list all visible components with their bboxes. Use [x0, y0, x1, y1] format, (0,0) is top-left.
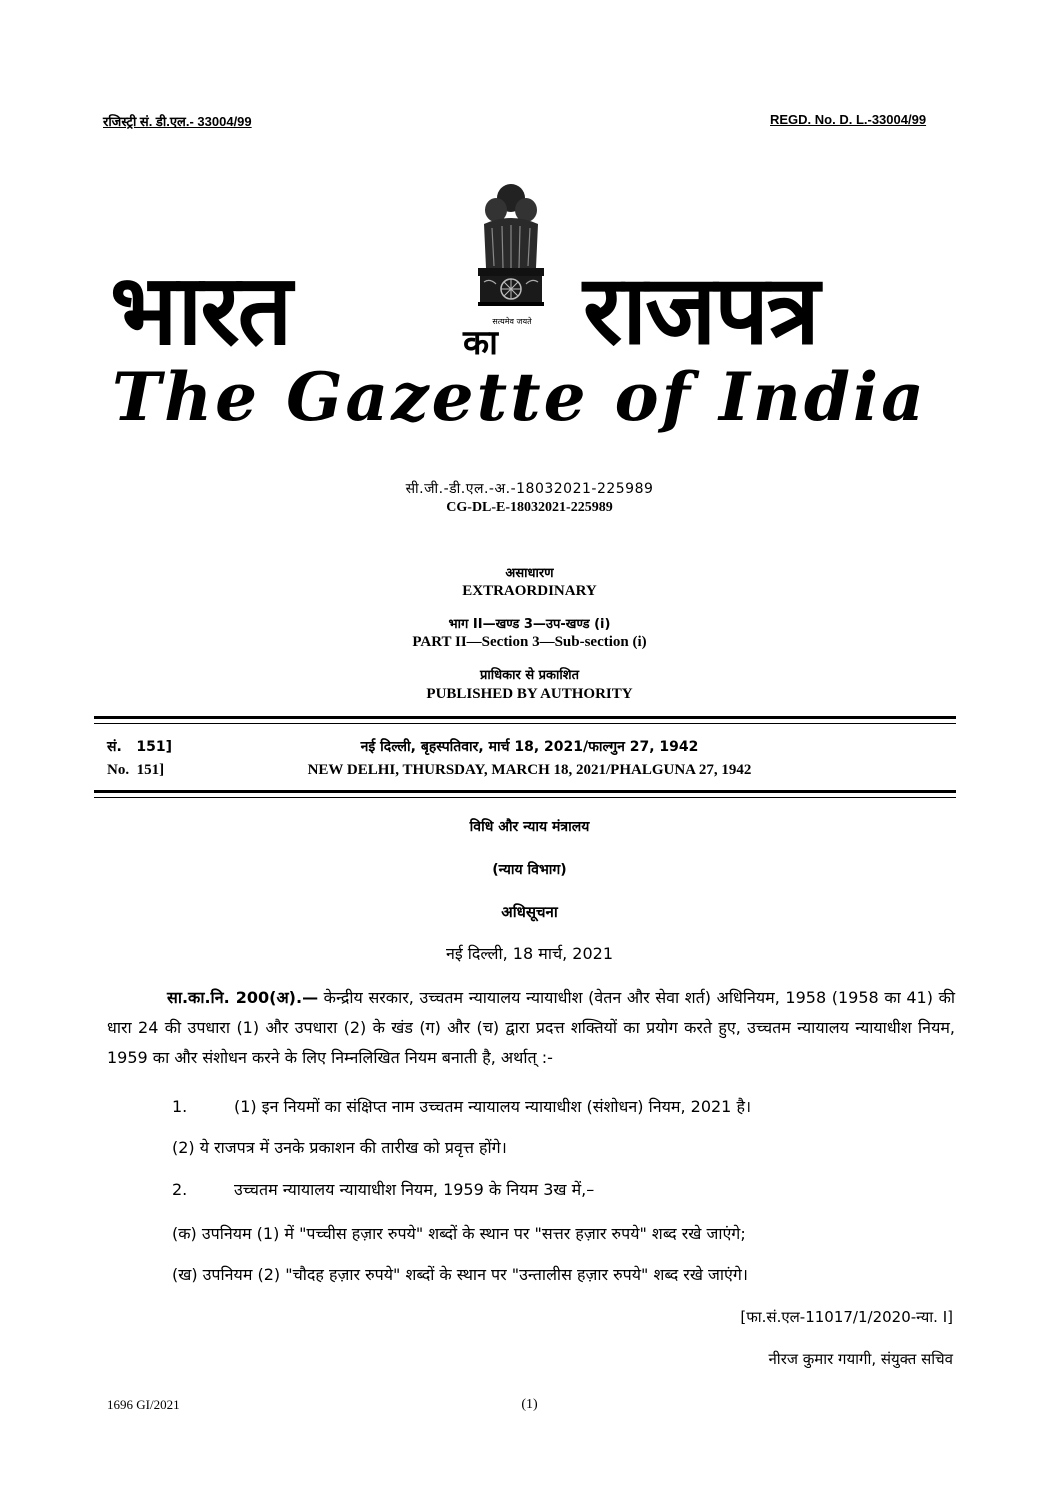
masthead-hindi-ka: का: [463, 323, 498, 363]
rule-1-subrule-2: (2) ये राजपत्र में उनके प्रकाशन की तारीख को प्रवृत्त होंगे।: [172, 1138, 507, 1157]
published-by-authority-english: PUBLISHED BY AUTHORITY: [426, 686, 633, 702]
place-and-date: नई दिल्ली, 18 मार्च, 2021: [445, 944, 614, 963]
divider-bottom-thin: [94, 797, 956, 798]
rule-1-text: (1) इन नियमों का संक्षिप्त नाम उच्चतम न्यायालय न्यायाधीश (संशोधन) नियम, 2021 है।: [234, 1097, 752, 1116]
gazette-code-english: CG-DL-E-18032021-225989: [446, 500, 613, 515]
preamble-text: केन्द्रीय सरकार, उच्चतम न्यायालय न्यायाधीश (वेतन और सेवा शर्त) अधिनियम, 1958 (1958 का 41) की धारा 24 की उपधारा (1) और उपधारा (2) के खंड (ग) और (च) द्वारा प्रदत्त शक्तियों का प्रयोग करते हुए, उच्चतम न्यायालय न्यायाधीश नियम, 1959 का और संशोधन करने के लिए निम्नलिखित नियम बनाती है, अर्थात् :-: [107, 988, 955, 1067]
clause-ka: (क) उपनियम (1) में "पच्चीस हज़ार रुपये" शब्दों के स्थान पर "सत्तर हज़ार रुपये" शब्द रखे जाएंगे;: [172, 1224, 746, 1243]
masthead-english: The Gazette of India: [112, 358, 927, 436]
registration-number-hindi: रजिस्ट्री सं. डी.एल.- 33004/99: [103, 114, 252, 129]
rule-2-text: उच्चतम न्यायालय न्यायाधीश नियम, 1959 के नियम 3ख में,–: [234, 1180, 595, 1199]
rule-1: [172, 1095, 751, 1117]
department-name: (न्याय विभाग): [492, 862, 567, 878]
clause-kha: (ख) उपनियम (2) "चौदह हज़ार रुपये" शब्दों के स्थान पर "उन्तालीस हज़ार रुपये" शब्द रखे जाएंगे।: [172, 1265, 748, 1284]
gsr-number: सा.का.नि. 200(अ).—: [167, 988, 319, 1007]
notification-title: अधिसूचना: [501, 903, 558, 921]
issue-date-hindi: नई दिल्ली, बृहस्पतिवार, मार्च 18, 2021/फाल्गुन 27, 1942: [360, 739, 699, 755]
extraordinary-english: EXTRAORDINARY: [462, 583, 597, 599]
issue-number-hindi: सं. 151]: [107, 739, 173, 755]
part-section-hindi: भाग II—खण्ड 3—उप-खण्ड (i): [448, 617, 611, 632]
divider-top-thin: [94, 723, 956, 724]
divider-top-thick: [94, 716, 956, 719]
footer-code: 1696 GI/2021: [107, 1397, 180, 1412]
national-emblem-icon: [470, 176, 552, 316]
emblem-motto: सत्यमेव जयते: [492, 317, 532, 326]
part-section-english: PART II—Section 3—Sub-section (i): [412, 634, 647, 650]
ministry-name: विधि और न्याय मंत्रालय: [469, 819, 590, 835]
registration-number-english: REGD. No. D. L.-33004/99: [770, 112, 927, 127]
signatory: नीरज कुमार गयागी, संयुक्त सचिव: [768, 1350, 953, 1368]
gazette-code-hindi: सी.जी.-डी.एल.-अ.-18032021-225989: [405, 481, 654, 497]
masthead-hindi-bharat: भारत: [110, 252, 291, 368]
page-number: (1): [521, 1397, 538, 1412]
divider-bottom-thick: [94, 790, 956, 793]
extraordinary-hindi: असाधारण: [505, 566, 554, 581]
masthead-hindi-rajpatra: राजपत्र: [583, 254, 818, 366]
rule-1-number: 1.: [172, 1097, 188, 1116]
published-by-authority-hindi: प्राधिकार से प्रकाशित: [480, 668, 579, 683]
rule-2: [172, 1178, 594, 1200]
file-reference: [फा.सं.एल-11017/1/2020-न्या. I]: [740, 1308, 953, 1326]
issue-number-english: No. 151]: [107, 762, 165, 778]
preamble-paragraph: [107, 983, 955, 1073]
rule-2-number: 2.: [172, 1180, 188, 1199]
issue-date-english: NEW DELHI, THURSDAY, MARCH 18, 2021/PHALGUNA 27, 1942: [307, 762, 752, 778]
